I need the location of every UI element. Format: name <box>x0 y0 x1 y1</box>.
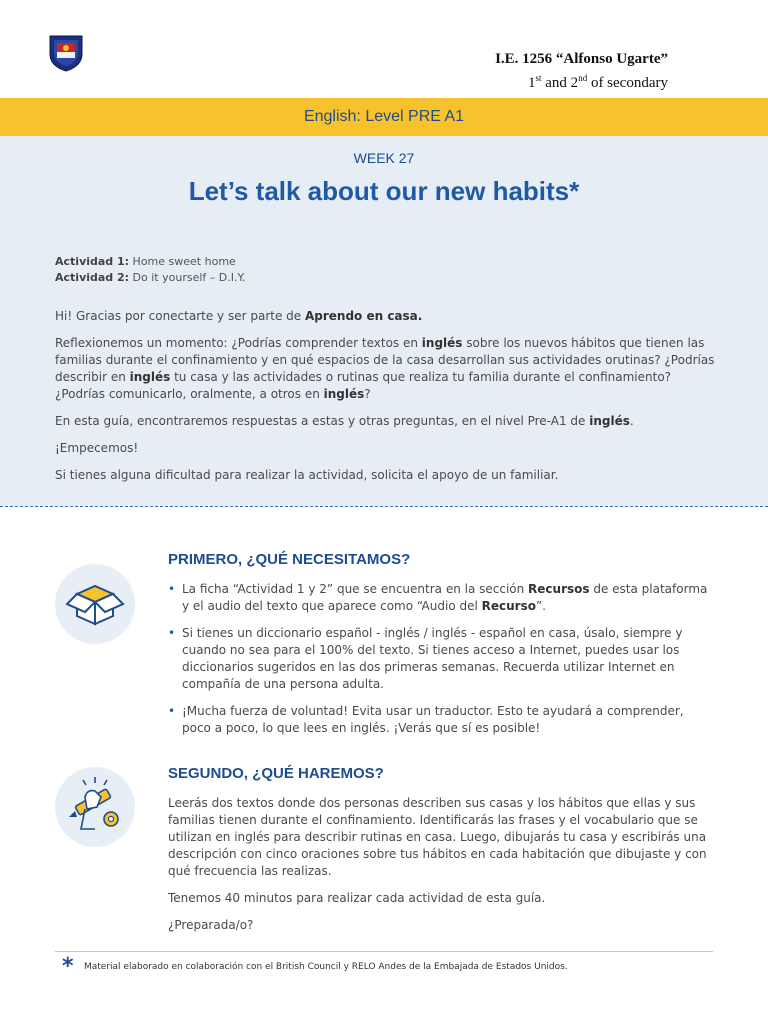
intro-help: Si tienes alguna dificultad para realizar la actividad, solicita el apoyo de un familiar. <box>55 468 559 482</box>
section-2-ready: ¿Preparada/o? <box>168 918 254 932</box>
intro-body <box>55 308 715 494</box>
list-item: • La ficha “Actividad 1 y 2” que se encuentra en la sección Recursos de esta plataforma y el audio del texto que aparece como “Audio del Recurso”. <box>168 581 716 615</box>
section-1-list <box>168 581 716 747</box>
activity-1: Actividad 1: Home sweet home <box>55 255 236 268</box>
asterisk-icon: * <box>62 954 74 979</box>
footer-divider <box>55 951 713 952</box>
intro-greeting: Hi! Gracias por conectarte y ser parte de Aprendo en casa. <box>55 309 423 323</box>
page-header <box>0 0 768 98</box>
list-item: • Si tienes un diccionario español - inglés / inglés - español en casa, úsalo, siempre y cuando no sea para el 100% del texto. Si tienes acceso a Internet, puedes usar los diccionarios sugeridos en las dos primeras semanas. Recuerda utilizar Internet en compañía de una persona adulta. <box>168 625 716 693</box>
intro-panel <box>0 136 768 507</box>
section-2-body <box>168 795 716 944</box>
intro-guide: En esta guía, encontraremos respuestas a estas y otras preguntas, en el nivel Pre-A1 de inglés. <box>55 414 634 428</box>
footer-credit: Material elaborado en colaboración con el British Council y RELO Andes de la Embajada de Estados Unidos. <box>84 962 568 972</box>
week-label: WEEK 27 <box>353 150 415 166</box>
intro-start: ¡Empecemos! <box>55 441 139 455</box>
school-grades: 1st and 2nd of secondary <box>528 73 668 91</box>
school-shield-icon <box>46 32 86 72</box>
level-band <box>0 98 768 136</box>
level-title: English: Level PRE A1 <box>303 108 465 125</box>
intro-reflection: Reflexionemos un momento: ¿Podrías comprender textos en inglés sobre los nuevos hábitos que tienen las familias durante el confinamiento y en qué espacios de la casa desarrollan sus actividades orutinas? ¿Podrías describir en inglés tu casa y las actividades o rutinas que realiza tu familia durante el confinamiento? ¿Podrías comunicarlo, oralmente, a otros en inglés? <box>55 336 715 401</box>
section-2-title: SEGUNDO, ¿QUÉ HAREMOS? <box>168 765 384 782</box>
section-2-time: Tenemos 40 minutos para realizar cada actividad de esta guía. <box>168 891 546 905</box>
school-name: I.E. 1256 “Alfonso Ugarte” <box>495 51 668 67</box>
pencil-gear-icon <box>55 767 135 847</box>
activity-list <box>55 254 245 286</box>
section-1-title: PRIMERO, ¿QUÉ NECESITAMOS? <box>168 551 411 568</box>
activity-2: Actividad 2: Do it yourself – D.I.Y. <box>55 271 246 284</box>
section-2-paragraph: Leerás dos textos donde dos personas describen sus casas y los hábitos que ellas y sus familias tienen durante el confinamiento. Identificarás las frases y el vocabulario que se utilizan en inglés para describir rutinas en casa. Luego, dibujarás tu casa y escribirás una descripción con cinco oraciones sobre tus hábitos en cada habitación que dibujaste y con qué frecuencia las realizas. <box>168 796 707 878</box>
page-title: Let’s talk about our new habits* <box>188 176 580 206</box>
box-icon <box>55 564 135 644</box>
school-info <box>495 50 668 93</box>
list-item: • ¡Mucha fuerza de voluntad! Evita usar un traductor. Esto te ayudará a comprender, poco a poco, lo que lees en inglés. ¡Verás que sí es posible! <box>168 703 716 737</box>
